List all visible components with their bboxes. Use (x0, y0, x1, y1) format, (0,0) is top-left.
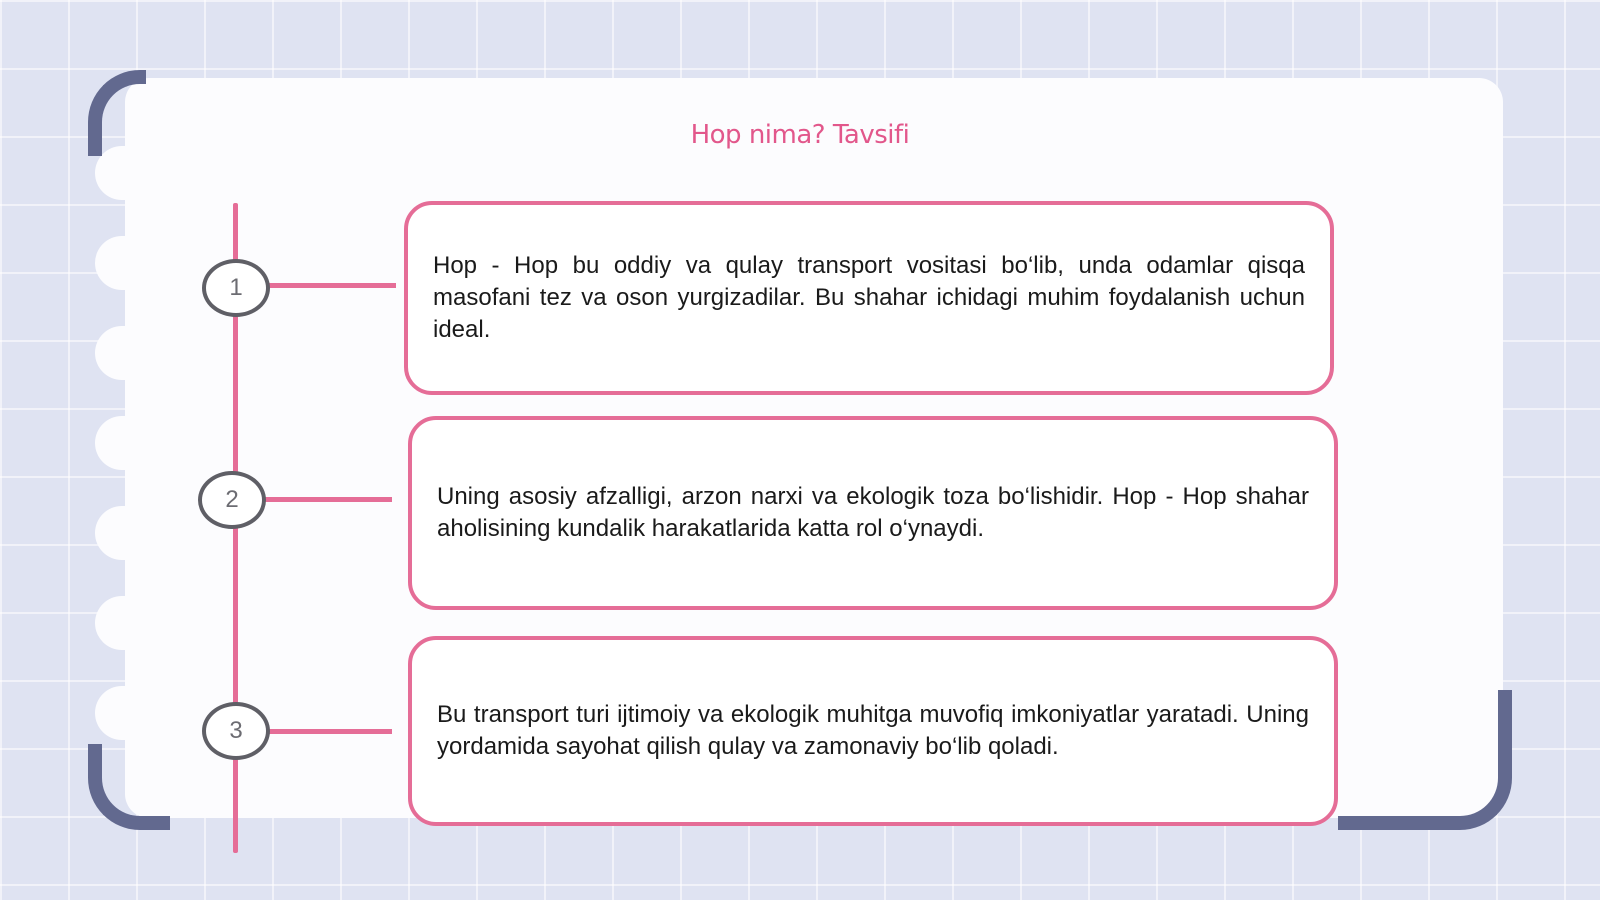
slide-title: Hop nima? Tavsifi (690, 120, 910, 150)
timeline-connector (262, 497, 392, 502)
step-marker-2 (198, 471, 266, 529)
step-text: Uning asosiy afzalligi, arzon narxi va ekologik toza bo‘lishidir. Hop - Hop shahar aholisining kundalik harakatlarida katta rol o‘ynaydi. (437, 483, 1309, 542)
step-text: Hop - Hop bu oddiy va qulay transport vositasi bo‘lib, unda odamlar qisqa masofani tez va oson yurgizadilar. Bu shahar ichidagi muhim foydalanish uchun ideal. (433, 252, 1305, 343)
step-card-2 (408, 416, 1338, 610)
timeline-connector (266, 283, 396, 288)
step-marker-1 (202, 259, 270, 317)
step-marker-3 (202, 702, 270, 760)
step-card-3 (408, 636, 1338, 826)
step-card-1 (404, 201, 1334, 395)
corner-bracket-bottom-left (88, 744, 170, 830)
corner-bracket-top-left (88, 70, 146, 156)
step-number: 2 (225, 486, 239, 513)
step-number: 1 (229, 274, 243, 301)
step-number: 3 (229, 717, 243, 744)
step-text: Bu transport turi ijtimoiy va ekologik muhitga muvofiq imkoniyatlar yaratadi. Uning yordamida sayohat qilish qulay va zamonaviy bo‘lib qoladi. (437, 701, 1309, 760)
corner-bracket-bottom-right (1338, 690, 1512, 830)
timeline-connector (266, 729, 392, 734)
